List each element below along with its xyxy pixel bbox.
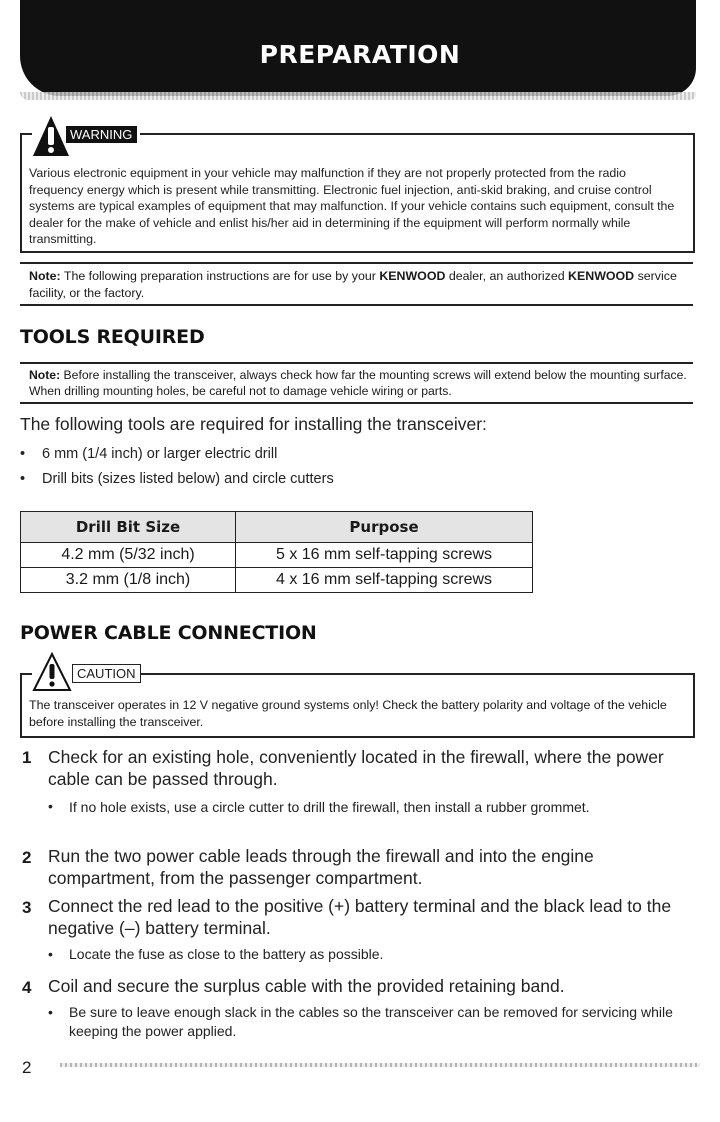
- step-1-text: Check for an existing hole, conveniently located in the firewall, where the power cable can be passed through.: [48, 747, 664, 789]
- warning-triangle-icon: [32, 115, 70, 157]
- table-header-drill-bit-size: Drill Bit Size: [21, 512, 236, 543]
- table-cell: 4.2 mm (5/32 inch): [21, 543, 236, 568]
- note-divider-top: [20, 262, 693, 264]
- power-cable-heading: POWER CABLE CONNECTION: [20, 622, 317, 644]
- step-3-number: 3: [22, 898, 32, 917]
- step-4-sub: Be sure to leave enough slack in the cables so the transceiver can be removed for servicing while keeping the power applied.: [69, 1004, 673, 1039]
- table-row: [21, 568, 533, 593]
- note-brand-1: KENWOOD: [379, 269, 446, 283]
- tools-bullet-2: Drill bits (sizes listed below) and circle cutters: [42, 471, 334, 487]
- step-2-text: Run the two power cable leads through the firewall and into the engine compartment, from the passenger compartment.: [48, 846, 594, 888]
- bullet-2: •: [20, 471, 26, 487]
- warning-box-top-stub: [20, 133, 32, 135]
- step-4-text: Coil and secure the surplus cable with the provided retaining band.: [48, 976, 565, 996]
- table-row: [21, 543, 533, 568]
- caution-triangle-icon: [32, 652, 72, 692]
- note-divider-bottom: [20, 304, 693, 306]
- note-text-part1: The following preparation instructions are for use by your: [60, 269, 380, 283]
- tools-note-divider-bottom: [20, 402, 693, 404]
- tools-intro: The following tools are required for installing the transceiver:: [20, 414, 487, 434]
- drill-bit-table: [20, 511, 533, 593]
- step-2-number: 2: [22, 848, 32, 867]
- caution-box-top-border: [136, 673, 693, 675]
- tools-note-divider-top: [20, 362, 693, 364]
- tools-heading: TOOLS REQUIRED: [20, 326, 205, 348]
- list-item: [20, 471, 334, 487]
- caution-label: CAUTION: [72, 664, 141, 683]
- note-text-part3: service facility, or the factory.: [29, 269, 677, 300]
- list-item: [20, 446, 277, 462]
- step-3-sub: Locate the fuse as close to the battery as possible.: [69, 946, 384, 962]
- step-1-bullet: •: [48, 798, 53, 814]
- note-text-part2: dealer, an authorized: [445, 269, 569, 283]
- step-3-text: Connect the red lead to the positive (+) battery terminal and the black lead to the negative (–) battery terminal.: [48, 896, 672, 938]
- note-label: Note:: [29, 269, 61, 283]
- header-banner-shadow: [20, 92, 696, 100]
- table-cell: 5 x 16 mm self-tapping screws: [236, 543, 533, 568]
- warning-label: WARNING: [66, 126, 137, 143]
- step-1-sub: If no hole exists, use a circle cutter to drill the firewall, then install a rubber grommet.: [69, 799, 590, 815]
- note-brand-2: KENWOOD: [568, 269, 635, 283]
- footer-rule: [60, 1063, 700, 1067]
- tools-note-label: Note:: [29, 368, 61, 382]
- table-header-purpose: Purpose: [236, 512, 533, 543]
- step-1-number: 1: [22, 748, 32, 767]
- tools-note-text: Before installing the transceiver, always check how far the mounting screws will extend below the mounting surface. When drilling mounting holes, be careful not to damage vehicle wiring or parts.: [29, 368, 687, 398]
- caution-text: The transceiver operates in 12 V negative ground systems only! Check the battery polarity and voltage of the vehicle before installing the transceiver.: [29, 698, 667, 729]
- page-number: 2: [22, 1058, 32, 1077]
- table-header-row: [21, 512, 533, 543]
- page-title: PREPARATION: [259, 40, 461, 69]
- warning-text: Various electronic equipment in your vehicle may malfunction if they are not properly protected from the radio frequency energy which is present while transmitting. Electronic fuel injection, anti-skid braking, and cruise control systems are typical examples of equipment that may malfunction. If your vehicle contains such equipment, consult the dealer for the make of vehicle and enlist his/her aid in determining if the equipment will perform normally while transmitting.: [29, 166, 675, 247]
- bullet-1: •: [20, 446, 26, 462]
- step-4-bullet: •: [48, 1004, 53, 1020]
- table-cell: 4 x 16 mm self-tapping screws: [236, 568, 533, 593]
- tools-note: [29, 367, 689, 399]
- table-cell: 3.2 mm (1/8 inch): [21, 568, 236, 593]
- tools-bullet-1: 6 mm (1/4 inch) or larger electric drill: [42, 446, 278, 462]
- warning-box-top-border: [140, 133, 693, 135]
- caution-box-top-stub: [20, 673, 32, 675]
- step-4-number: 4: [22, 978, 32, 997]
- preparation-note: [29, 268, 689, 302]
- step-3-bullet: •: [48, 946, 53, 962]
